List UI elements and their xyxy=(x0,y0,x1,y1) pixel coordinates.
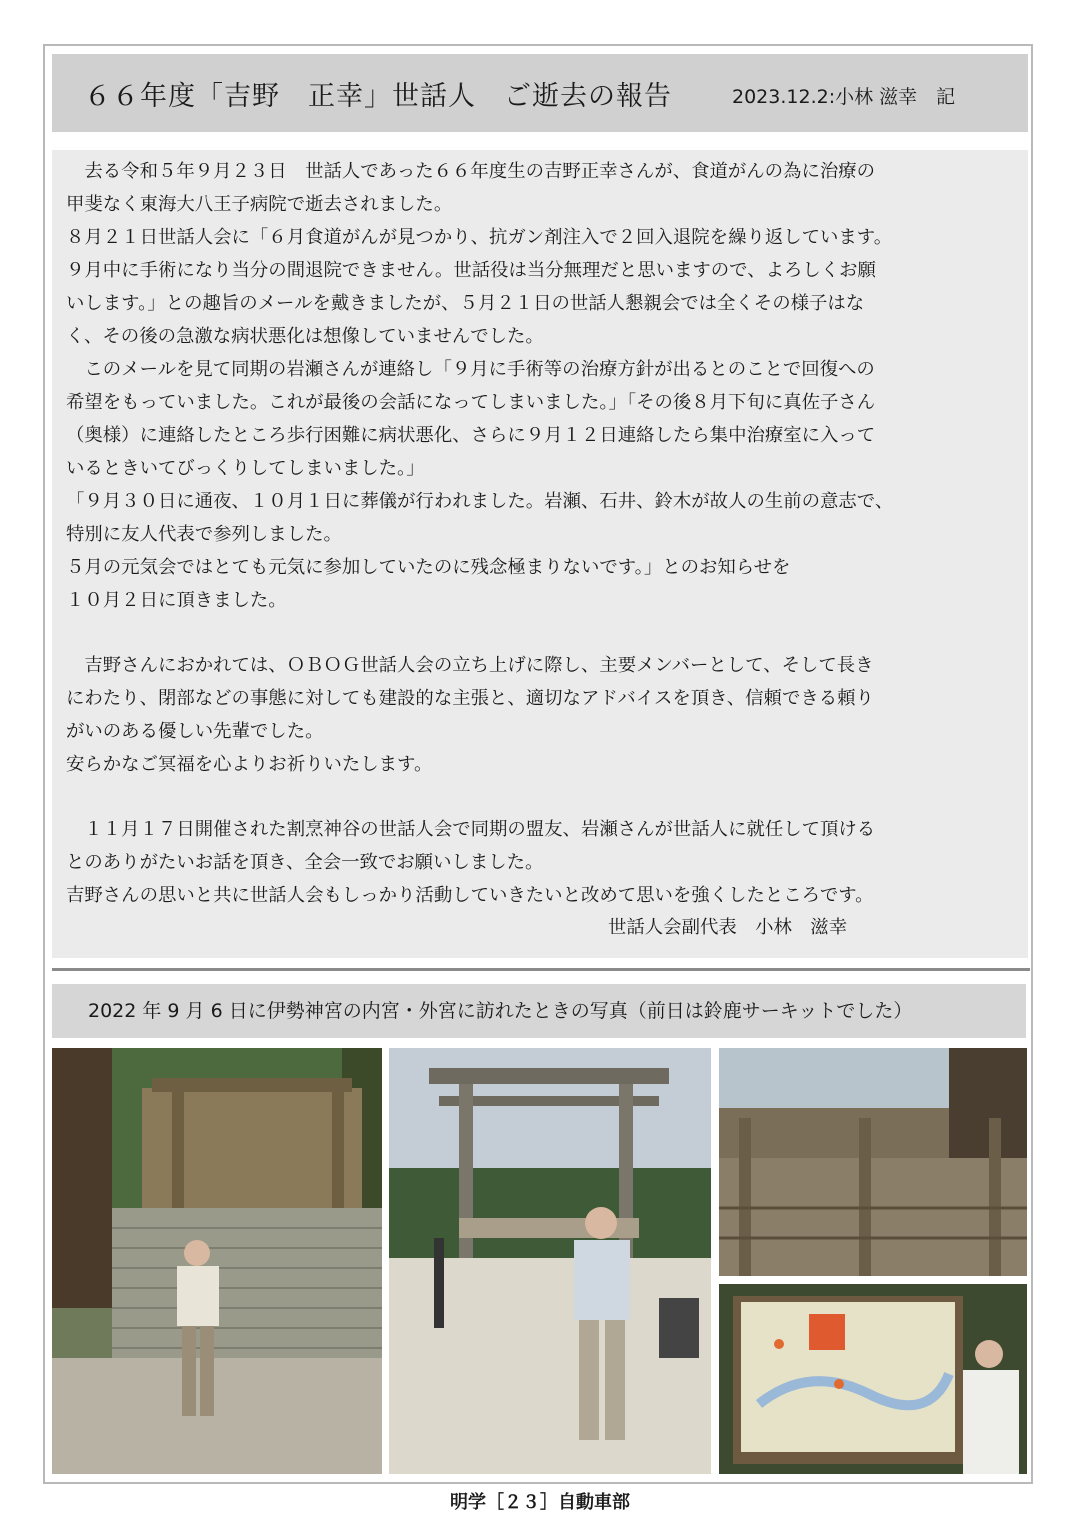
body-line: 吉野さんの思いと共に世話人会もしっかり活動していきたいと改めて思いを強くしたところです。 xyxy=(66,885,874,906)
body-line: 甲斐なく東海大八王子病院で逝去されました。 xyxy=(66,194,453,215)
body-line: ５月の元気会ではとても元気に参加していたのに残念極まりないです。」とのお知らせを xyxy=(66,557,791,578)
photo-torii-gate xyxy=(389,1048,711,1474)
body-line: いします。」との趣旨のメールを戴きましたが、５月２１日の世話人懇親会では全くその様子はな xyxy=(66,293,865,314)
body-line: にわたり、閉部などの事態に対しても建設的な主張と、適切なアドバイスを頂き、信頼できる頼り xyxy=(66,688,874,709)
report-body xyxy=(52,150,1028,958)
body-line: 「９月３０日に通夜、１０月１日に葬儀が行われました。岩瀬、石井、鈴木が故人の生前の意志で、 xyxy=(66,491,894,512)
photo-map-board xyxy=(719,1284,1027,1474)
photo-shrine-fence xyxy=(719,1048,1027,1276)
photo-shrine-steps xyxy=(52,1048,382,1474)
body-line: いるときいてびっくりしてしまいました。」 xyxy=(66,458,425,479)
body-line: １１月１７日開催された割烹神谷の世話人会で同期の盟友、岩瀬さんが世話人に就任して頂ける xyxy=(66,819,876,840)
signature: 世話人会副代表 小林 滋幸 xyxy=(608,917,848,938)
title-bar xyxy=(52,54,1028,132)
body-line: とのありがたいお話を頂き、全会一致でお願いしました。 xyxy=(66,852,544,873)
body-line: このメールを見て同期の岩瀬さんが連絡し「９月に手術等の治療方針が出るとのことで回復への xyxy=(66,359,875,380)
body-line: 吉野さんにおかれては、ＯＢＯＧ世話人会の立ち上げに際し、主要メンバーとして、そして長き xyxy=(66,655,874,676)
body-line: 去る令和５年９月２３日 世話人であった６６年度生の吉野正幸さんが、食道がんの為に治療の xyxy=(66,161,876,182)
body-line: 特別に友人代表で参列しました。 xyxy=(66,524,342,545)
footer: 明学［２３］自動車部 xyxy=(450,1492,630,1513)
body-line: 安らかなご冥福を心よりお祈りいたします。 xyxy=(66,754,433,775)
body-line: く、その後の急激な病状悪化は想像していませんでした。 xyxy=(66,326,544,347)
body-line: がいのある優しい先輩でした。 xyxy=(66,721,324,742)
body-line: （奥様）に連絡したところ歩行困難に病状悪化、さらに９月１２日連絡したら集中治療室に入って xyxy=(66,425,876,446)
photo-caption-bar xyxy=(52,984,1026,1038)
body-line: ８月２１日世話人会に「６月食道がんが見つかり、抗ガン剤注入で２回入退院を繰り返しています。 xyxy=(66,227,893,248)
body-line: 希望をもっていました。これが最後の会話になってしまいました。」「その後８月下旬に真佐子さん xyxy=(66,392,876,413)
body-line: １０月２日に頂きました。 xyxy=(66,590,287,611)
page-title: ６６年度「吉野 正幸」世話人 ご逝去の報告 xyxy=(84,81,672,112)
section-divider xyxy=(52,968,1030,971)
date-author: 2023.12.2:小林 滋幸 記 xyxy=(732,86,956,108)
photo-caption: 2022 年 9 月 6 日に伊勢神宮の内宮・外宮に訪れたときの写真（前日は鈴鹿サーキットでした） xyxy=(88,1000,913,1022)
body-line: ９月中に手術になり当分の間退院できません。世話役は当分無理だと思いますので、よろしくお願 xyxy=(66,260,876,281)
